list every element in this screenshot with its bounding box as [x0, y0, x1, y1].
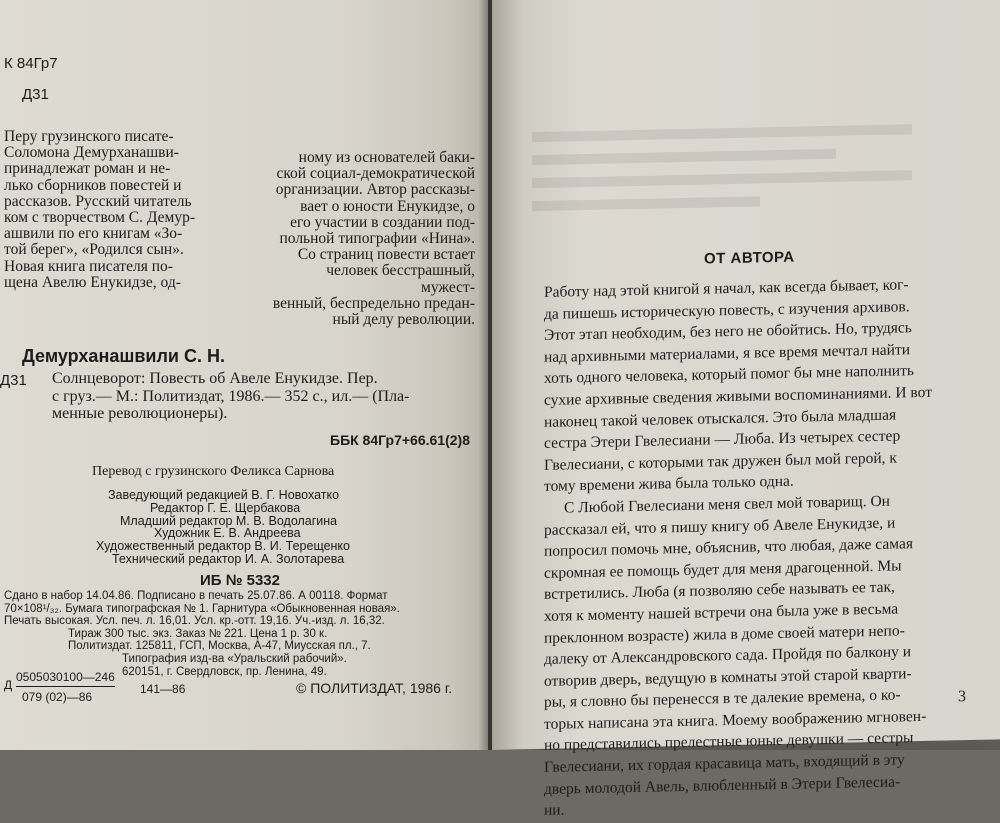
annotation-column-1 — [4, 129, 195, 291]
annotation-line: рассказов. Русский читатель — [4, 192, 192, 210]
text-line: тому времени жива была только одна. — [544, 473, 794, 496]
show-through-text — [532, 111, 912, 224]
code-denominator: 079 (02)—86 — [22, 690, 93, 704]
text-line: дверь молодой Авель, влюбленный в Этери Гвелесиа- — [544, 773, 901, 798]
text-line: отворив дверь, ведущую в комнаты этой старой кварти- — [544, 664, 912, 690]
left-page — [0, 0, 488, 750]
text-line: встретились. Люба (я позволяю себе называть ее так, — [544, 578, 895, 604]
print-line: Сдано в набор 14.04.86. Подписано в печать 25.07.86. А 00118. Формат — [4, 590, 388, 602]
text-line: попросил помочь мне, объяснив, что любая, даже самая — [544, 535, 913, 561]
print-line: 70×108¹/₃₂. Бумага типографская № 1. Гарнитура «Обыкновенная новая». — [4, 602, 400, 615]
text-line: но представились прелестные юные девушки — сестры — [544, 729, 914, 755]
book-description — [52, 370, 409, 423]
right-page — [492, 0, 1000, 820]
text-line: преклонном возрасте) жила в доме своей матери непо- — [544, 621, 905, 647]
annotation-line: ному из основателей баки- — [298, 149, 475, 166]
credit-line: Младший редактор М. В. Водолагина — [120, 513, 338, 528]
print-info — [4, 590, 400, 678]
text-line: сухие архивные сведения живыми воспоминаниями. И вот — [544, 383, 932, 409]
print-line: Типография изд-ва «Уральский рабочий». — [122, 652, 347, 665]
catalog-code: Д31 — [22, 86, 49, 103]
text-line: сестра Этери Гвелесиани — Люба. Из четырех сестер — [544, 427, 901, 453]
translation-credit: Перевод с грузинского Феликса Сарнова — [92, 464, 335, 479]
print-line: Тираж 300 тыс. экз. Заказ № 221. Цена 1 р. 30 к. — [68, 627, 328, 640]
page-number: 3 — [958, 688, 966, 706]
text-line: хоть одного человека, который помог бы мне наполнить — [544, 362, 914, 388]
print-line: 620151, г. Свердловск, пр. Ленина, 49. — [122, 665, 327, 678]
text-line: далеку от Александровского сада. Пройдя по балкону и — [544, 643, 912, 669]
text-line: да пишешь историческую повесть, с изучения архивов. — [544, 297, 910, 323]
annotation-line: той берег», «Родился сын». — [4, 241, 184, 259]
annotation-line: принадлежат роман и не- — [4, 160, 171, 178]
annotation-line: ашвили по его книгам «Зо- — [4, 225, 183, 243]
annotation-line: организации. Автор рассказы- — [275, 181, 475, 199]
description-line: менные революционеры). — [52, 405, 228, 422]
text-line: ры, я словно бы перенесся в те далекие времена, о ко- — [544, 686, 901, 712]
annotation-line: лько сборников повестей и — [4, 176, 182, 194]
annotation-line: Новая книга писателя по- — [4, 257, 173, 275]
description-line: с груз.— М.: Политиздат, 1986.— 352 с., ил.— (Пла- — [52, 387, 410, 405]
code-prefix: Д — [4, 678, 13, 692]
annotation-line: польной типографии «Нина». — [279, 230, 475, 248]
section-heading: ОТ АВТОРА — [704, 248, 795, 268]
text-line: над архивными материалами, я все время мечтал найти — [544, 341, 911, 366]
catalog-code-2: Д31 — [0, 372, 27, 389]
text-line: торых написана эта книга. Моему воображению мгновен- — [544, 707, 927, 733]
text-line: Этот этап необходим, без него не обойтись. Но, трудясь — [544, 319, 912, 345]
annotation-line: венный, беспредельно предан- — [272, 294, 475, 312]
text-line: рассказал ей, что я пишу книгу об Авеле Енукидзе, и — [544, 514, 896, 539]
code-numerator: 0505030100—246 — [16, 670, 115, 687]
text-line: Работу над этой книгой я начал, как всегда бывает, ког- — [544, 276, 909, 301]
annotation-line: Перу грузинского писате- — [4, 128, 174, 145]
annotation-line: ком с творчеством С. Демур- — [4, 209, 196, 227]
annotation-line: Со страниц повести встает — [297, 246, 475, 264]
text-line: хотя к моменту нашей встречи она была уже в весьма — [544, 600, 899, 625]
annotation-line: ской социал-демократической — [276, 165, 475, 183]
credit-line: Заведующий редакцией В. Г. Новохатко — [108, 488, 340, 502]
text-line: наконец такой человек отыскался. Это была младшая — [544, 406, 897, 431]
credit-line: Художественный редактор В. И. Терещенко — [96, 539, 350, 554]
bbk-full: ББК 84Гр7+66.61(2)8 — [330, 432, 470, 448]
print-line: Политиздат. 125811, ГСП, Москва, А-47, Миусская пл., 7. — [68, 640, 371, 653]
annotation-column-2 — [270, 150, 475, 328]
body-text — [544, 274, 932, 822]
annotation-line: ный делу революции. — [332, 311, 475, 329]
text-line: С Любой Гвелесиани меня свел мой товарищ. Он — [564, 492, 890, 517]
annotation-line: вает о юности Енукидзе, о — [300, 197, 475, 215]
text-line: ни. — [544, 801, 565, 820]
annotation-line: человек бесстрашный, мужест- — [326, 262, 475, 296]
description-line: Солнцеворот: Повесть об Авеле Енукидзе. Пер. — [52, 370, 378, 387]
print-line: Печать высокая. Усл. печ. л. 16,01. Усл. кр.-отт. 19,16. Уч.-изд. л. 16,32. — [4, 615, 385, 628]
ib-number: ИБ № 5332 — [200, 572, 280, 589]
annotation-line: щена Авелю Енукидзе, од- — [4, 273, 181, 291]
author-name: Демурханашвили С. Н. — [22, 346, 225, 366]
text-line: скромная ее помощь будет для меня драгоценной. Мы — [544, 557, 902, 582]
credit-line: Художник Е. В. Андреева — [154, 526, 301, 541]
credit-line: Технический редактор И. А. Золотарева — [112, 551, 345, 566]
annotation-line: его участии в создании под- — [290, 213, 475, 231]
credits-list — [96, 488, 350, 566]
copyright: © ПОЛИТИЗДАТ, 1986 г. — [296, 680, 453, 696]
credit-line: Редактор Г. Е. Щербакова — [150, 500, 301, 515]
bbk-header: К 84Гр7 — [4, 55, 58, 72]
code-suffix: 141—86 — [140, 682, 186, 696]
text-line: Гвелесиани, их гордая красавица мать, входящий в эту — [544, 751, 905, 776]
text-line: Гвелесиани, с которыми так дружен был мой герой, к — [544, 449, 897, 474]
annotation-line: Соломона Демурханашви- — [4, 144, 179, 162]
